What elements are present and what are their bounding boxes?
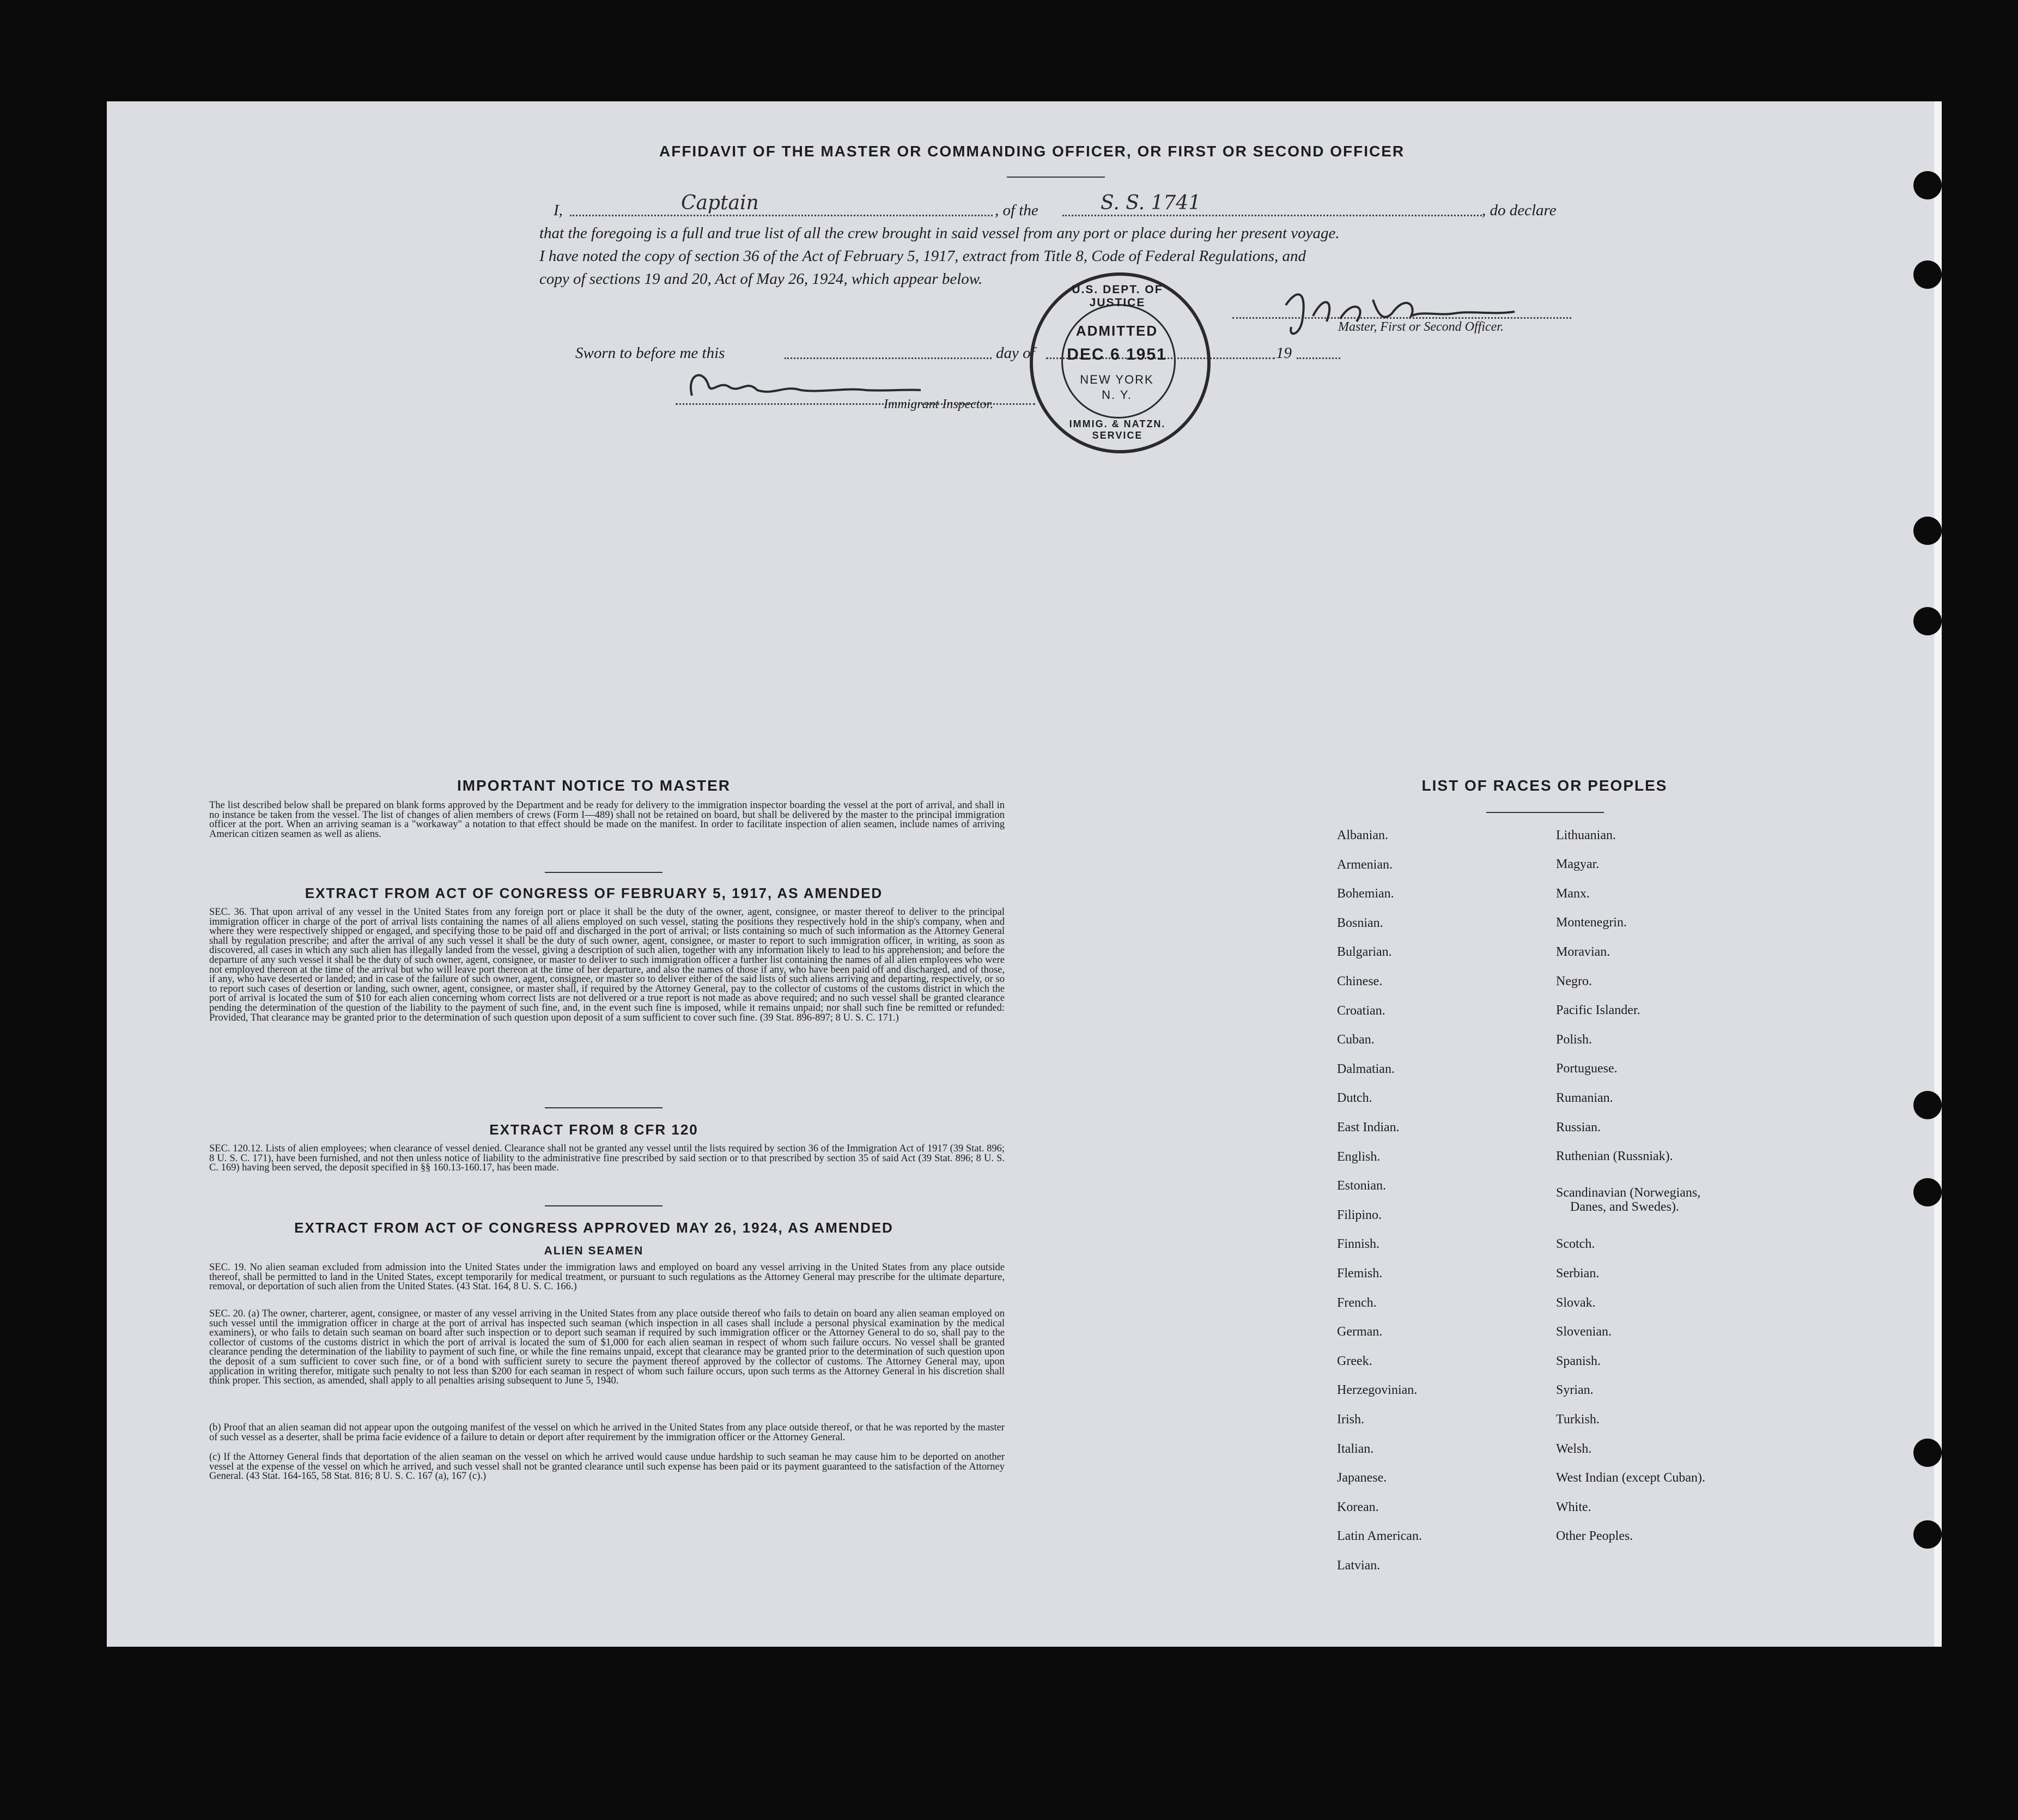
affidavit-line-2: that the foregoing is a full and true list of all the crew brought in said vessel from any port or place during her present voyage. — [539, 225, 1340, 242]
race-item: Danes, and Swedes). — [1570, 1200, 1679, 1214]
race-item: Italian. — [1337, 1441, 1374, 1456]
affidavit-line-3: I have noted the copy of section 36 of the Act of February 5, 1917, extract from Title 8, Code of Federal Regulations, and — [539, 247, 1306, 265]
divider — [545, 1205, 662, 1206]
notice-title: IMPORTANT NOTICE TO MASTER — [457, 777, 731, 794]
race-item: Latvian. — [1337, 1558, 1381, 1573]
extract-1924-sec19: SEC. 19. No alien seaman excluded from admission into the United States under the immigration laws and employed on board any vessel arriving in the United States from any place outside thereof, shall be permitted to land in the United States, except temporarily for medical treatment, or pursuant to such regulations as the Attorney General may prescribe for the ultimate departure, removal, or deportation of such alien from the United States. (43 Stat. 164, 8 U. S. C. 166.) — [209, 1262, 1005, 1293]
captain-handwriting: Captain — [681, 192, 759, 214]
affidavit-title: AFFIDAVIT OF THE MASTER OR COMMANDING OFFICER, OR FIRST OR SECOND OFFICER — [659, 143, 1405, 160]
race-item: Greek. — [1337, 1354, 1372, 1368]
extract-1924-sec20b: (b) Proof that an alien seaman did not appear upon the outgoing manifest of the vessel on which he arrived in the United States from any place outside thereof, or that he was reported by the master of such vessel as a deserter, shall be prima facie evidence of a failure to detain or deport after requirement by the immigration officer or the Attorney General. — [209, 1422, 1005, 1443]
race-item: Turkish. — [1556, 1412, 1600, 1427]
race-item: Manx. — [1556, 887, 1590, 901]
race-item: Albanian. — [1337, 828, 1388, 842]
race-item: Moravian. — [1556, 945, 1610, 959]
race-item: Scandinavian (Norwegians, — [1556, 1186, 1701, 1200]
race-item: Japanese. — [1337, 1471, 1387, 1485]
stamp-top-text: U.S. DEPT. OF JUSTICE — [1072, 283, 1163, 309]
race-item: Scotch. — [1556, 1237, 1595, 1251]
race-item: Cuban. — [1337, 1033, 1375, 1047]
race-item: Pacific Islander. — [1556, 1003, 1640, 1017]
race-item: Bulgarian. — [1337, 945, 1392, 960]
race-item: Negro. — [1556, 974, 1592, 988]
divider — [545, 872, 662, 873]
extract-cfr-body: SEC. 120.12. Lists of alien employees; when clearance of vessel denied. Clearance shall not be granted any vessel until the lists required by section 36 of the Immigration Act of 1917 (39 Stat. 896; 8 U. S. C. 171), have been furnished, and not then unless notice of liability to the administrative fine prescribed by said section or to that prescribed by section 35 of said Act (39 Stat. 896; 8 U. S. C. 169) having been served, the deposit specified in §§ 160.13-160.17, has been made. — [209, 1143, 1005, 1174]
extract-1917-body: SEC. 36. That upon arrival of any vessel in the United States from any foreign port or place it shall be the duty of the owner, agent, consignee, or master thereof to deliver to the principal immigration officer in charge of the port of arrival lists containing the names of all aliens employed on such vessel, stating the positions they respectively hold in the ship's company, when and where they were respectively shipped or engaged, and specifying those to be paid off and discharged in the port of arrival; or lists containing so much of such information as the Attorney General shall by regulation prescribe; and after the arrival of any such vessel it shall be the duty of such owner, agent, consignee, or master to report to such immigration officer, in writing, as soon as discovered, all cases in which any such alien has illegally landed from the vessel, giving a description of such alien, together with any information likely to lead to his apprehension; and before the departure of any such vessel it shall be the duty of such owner, agent, consignee, or master to deliver to such immigration officer a further list containing the names of all alien employees who were not employed thereon at the time of the arrival but who will leave port thereon at the time of her departure, and also the names of those if any, who have been paid off and discharged, and of those, if any, who have deserted or landed; and in case of the failure of such owner, agent, consignee, or master so to deliver either of the said lists of such aliens arriving and departing, respectively, or so to report such cases of desertion or landing, such owner, agent, consignee, or master shall, if required by the Attorney General, pay to the collector of customs of the customs district in which the port of arrival is located the sum of $10 for each alien concerning whom correct lists are not delivered or a true report is not made as above required; and no such vessel shall be granted clearance pending the determination of the question of the liability to the payment of such fine, and, in the event such fine is imposed, while it remains unpaid; nor shall such fine be remitted or refunded: Provided, That clearance may be granted prior to the determination of such question upon deposit of a sum sufficient to cover such fine. (39 Stat. 896-897; 8 U. S. C. 171.) — [209, 907, 1005, 1023]
sworn-label: Sworn to before me this — [575, 344, 725, 362]
punch-hole — [1913, 607, 1942, 635]
race-item: Dalmatian. — [1337, 1061, 1395, 1076]
of-the-label: , of the — [995, 202, 1038, 219]
race-item: Russian. — [1556, 1120, 1601, 1135]
document-page — [107, 101, 1942, 1647]
race-item: Bohemian. — [1337, 887, 1394, 901]
affidavit-i-label: I, — [554, 202, 563, 219]
name-line — [570, 215, 993, 216]
extract-1924-title: EXTRACT FROM ACT OF CONGRESS APPROVED MAY 26, 1924, AS AMENDED — [294, 1220, 893, 1236]
race-item: English. — [1337, 1149, 1381, 1164]
race-item: German. — [1337, 1325, 1383, 1339]
race-item: Welsh. — [1556, 1442, 1592, 1456]
race-item: Estonian. — [1337, 1179, 1386, 1193]
race-item: Slovak. — [1556, 1296, 1596, 1310]
race-item: Flemish. — [1337, 1266, 1383, 1281]
race-item: Serbian. — [1556, 1266, 1600, 1281]
extract-1917-title: EXTRACT FROM ACT OF CONGRESS OF FEBRUARY 5, 1917, AS AMENDED — [305, 885, 883, 901]
punch-hole — [1913, 1091, 1942, 1119]
stamp-state: N. Y. — [1102, 388, 1132, 402]
punch-hole — [1913, 1439, 1942, 1467]
race-item: Lithuanian. — [1556, 828, 1616, 842]
sworn-day-line — [785, 357, 992, 359]
race-item: Bosnian. — [1337, 915, 1383, 930]
race-item: Slovenian. — [1556, 1325, 1612, 1339]
vessel-line — [1062, 215, 1482, 216]
stamp-bottom-text: IMMIG. & NATZN. SERVICE — [1069, 418, 1166, 441]
punch-hole — [1913, 260, 1942, 289]
stamp-city: NEW YORK — [1080, 373, 1154, 386]
race-item: Portuguese. — [1556, 1061, 1618, 1076]
race-item: Latin American. — [1337, 1529, 1422, 1544]
race-item: West Indian (except Cuban). — [1556, 1471, 1705, 1485]
inspector-label: Immigrant Inspector. — [884, 397, 994, 411]
race-item: Spanish. — [1556, 1354, 1601, 1368]
race-item: Korean. — [1337, 1500, 1379, 1514]
race-item: Other Peoples. — [1556, 1529, 1633, 1543]
punch-hole — [1913, 1520, 1942, 1549]
affidavit-line-4: copy of sections 19 and 20, Act of May 26, 1924, which appear below. — [539, 270, 983, 288]
race-item: French. — [1337, 1295, 1377, 1310]
race-item: Magyar. — [1556, 857, 1600, 871]
race-item: East Indian. — [1337, 1120, 1400, 1135]
punch-hole — [1913, 517, 1942, 545]
race-item: Ruthenian (Russniak). — [1556, 1149, 1673, 1163]
race-item: Irish. — [1337, 1412, 1364, 1427]
race-item: Montenegrin. — [1556, 915, 1627, 930]
race-item: Syrian. — [1556, 1383, 1594, 1397]
day-of-label: day of — [996, 344, 1035, 362]
race-item: Filipino. — [1337, 1208, 1382, 1222]
divider — [1007, 177, 1105, 178]
race-item: Dutch. — [1337, 1091, 1372, 1106]
race-item: Finnish. — [1337, 1237, 1380, 1252]
sworn-year-line — [1297, 357, 1340, 359]
punch-hole — [1913, 1178, 1942, 1206]
notice-body: The list described below shall be prepared on blank forms approved by the Department and be ready for delivery to the immigration inspector boarding the vessel at the port of arrival, and shall in no instance be taken from the vessel. The list of changes of alien members of crews (Form I—489) shall not be retained on board, but shall be delivered by the master to the principal immigration officer at the port. When an arriving seaman is a "workaway" a notation to that effect should be made on the manifest. In order to facilitate inspection of alien seamen, include names of arriving American citizen seamen as well as aliens. — [209, 800, 1005, 840]
divider — [1486, 812, 1604, 813]
divider — [545, 1107, 662, 1108]
race-item: Rumanian. — [1556, 1091, 1613, 1105]
extract-cfr-title: EXTRACT FROM 8 CFR 120 — [489, 1121, 698, 1138]
race-item: Chinese. — [1337, 974, 1383, 988]
races-title: LIST OF RACES OR PEOPLES — [1421, 777, 1668, 794]
do-declare-label: , do declare — [1482, 202, 1557, 219]
race-item: Armenian. — [1337, 857, 1393, 872]
year-label: 19 — [1276, 344, 1292, 362]
punch-hole — [1913, 171, 1942, 199]
vessel-handwriting: S. S. 1741 — [1101, 192, 1201, 214]
extract-1924-sec20c: (c) If the Attorney General finds that deportation of the alien seaman on the vessel on which he arrived would cause undue hardship to such seaman he may cause him to be deported on another vessel at the expense of the vessel on which he arrived, and such vessel shall not be granted clearance until such expense has been paid or its payment guaranteed to the satisfaction of the Attorney General. (43 Stat. 164-165, 58 Stat. 816; 8 U. S. C. 167 (a), 167 (c).) — [209, 1452, 1005, 1482]
race-item: Herzegovinian. — [1337, 1383, 1418, 1398]
extract-1924-sec20: SEC. 20. (a) The owner, charterer, agent, consignee, or master of any vessel arriving in the United States from any place outside thereof who fails to detain on board any alien seaman employed on such vessel until the immigration officer in charge at the port of arrival has inspected such seaman (which inspection in all cases shall include a personal physical examination by the medical examiners), or who fails to detain such seaman on board after such inspection or to deport such seaman if required by such immigration officer or the Attorney General to do so, shall pay to the collector of customs of the customs district in which the port of arrival is located the sum of $1,000 for each alien seaman in respect of whom such failure occurs. No vessel shall be granted clearance pending the determination of the liability to payment of such fine, or while the fine remains unpaid, except that clearance may be granted prior to the determination of such question upon the deposit of a sum sufficient to cover such fine, or of a bond with sufficient surety to secure the payment thereof approved by the collector of customs. The Attorney General may, upon application in writing therefor, mitigate such penalty to not less than $200 for each seaman in respect of whom such failure occurs, upon such terms as the Attorney General in his discretion shall think proper. This section, as amended, shall apply to all penalties arising subsequent to June 5, 1940. — [209, 1308, 1005, 1387]
race-item: Croatian. — [1337, 1003, 1385, 1018]
stamp-status: ADMITTED — [1075, 323, 1158, 339]
stamp-date: DEC 6 1951 — [1067, 345, 1167, 363]
race-item: White. — [1556, 1500, 1591, 1514]
race-item: Polish. — [1556, 1033, 1592, 1047]
master-label: Master, First or Second Officer. — [1338, 320, 1504, 334]
extract-1924-subtitle: ALIEN SEAMEN — [544, 1245, 644, 1257]
